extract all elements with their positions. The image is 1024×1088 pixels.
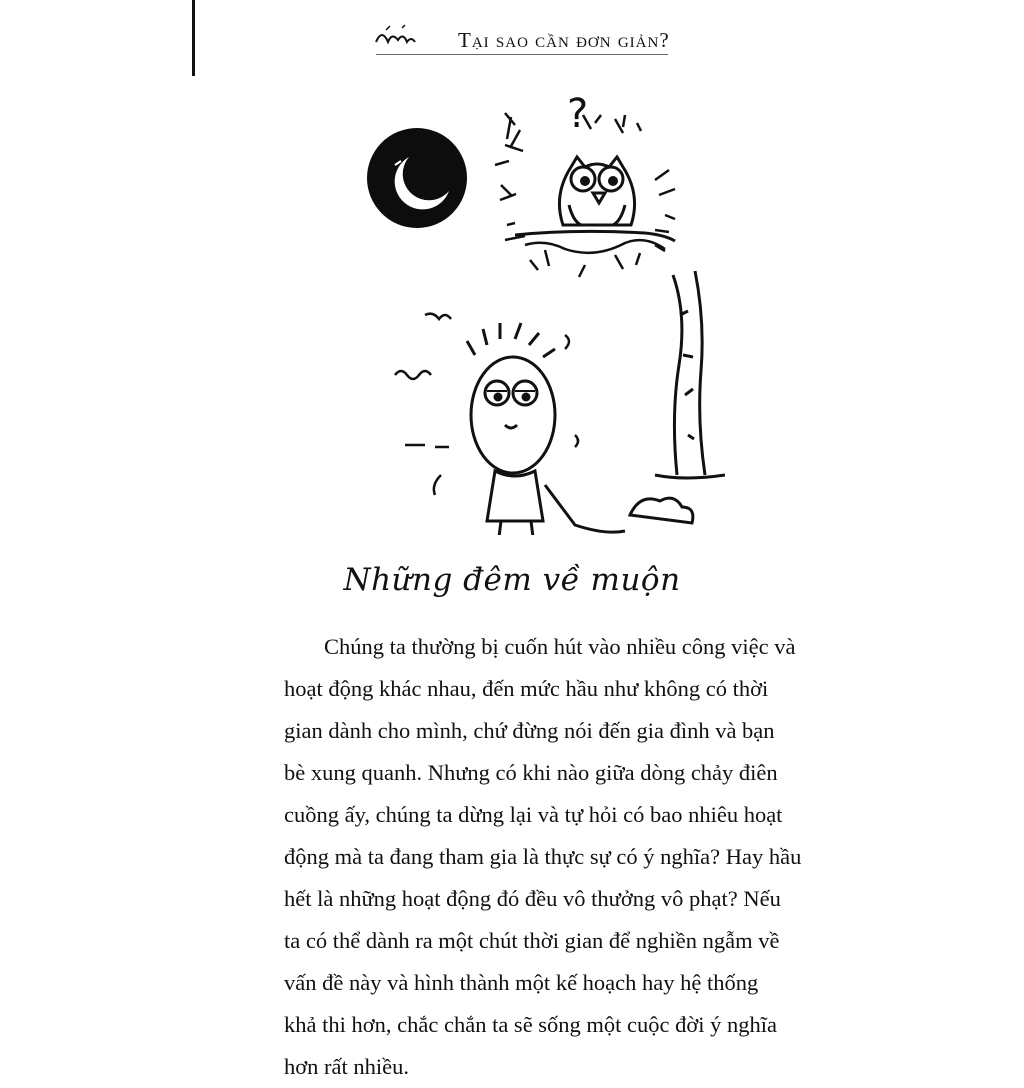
paragraph-line: hoạt động khác nhau, đến mức hầu như không có thời <box>284 676 769 701</box>
owl-boy-illustration <box>355 75 725 535</box>
header-rule <box>376 54 668 55</box>
paragraph-line: ta có thể dành ra một chút thời gian để nghiền ngẫm về <box>284 928 780 953</box>
question-mark: ? <box>567 91 589 137</box>
body-paragraph <box>284 626 804 1088</box>
running-header <box>372 10 672 58</box>
bush <box>630 498 693 523</box>
header-title: Tại sao cần đơn giản? <box>458 28 670 52</box>
paragraph-line: bè xung quanh. Nhưng có khi nào giữa dòng chảy điên <box>284 760 778 785</box>
paragraph-line: vấn đề này và hình thành một kế hoạch hay hệ thống <box>284 970 759 995</box>
moon-icon <box>367 128 467 228</box>
header-ornament-icon <box>372 22 432 52</box>
paragraph-line: khả thi hơn, chắc chắn ta sẽ sống một cuộc đời ý nghĩa <box>284 1012 778 1037</box>
boy-icon <box>467 323 625 535</box>
chapter-title: Những đêm về muộn <box>343 562 681 598</box>
paragraph-line: cuồng ấy, chúng ta dừng lại và tự hỏi có bao nhiêu hoạt <box>284 802 783 827</box>
owl-icon <box>559 157 634 225</box>
paragraph-line: gian dành cho mình, chứ đừng nói đến gia đình và bạn <box>284 718 775 743</box>
tree-branch <box>515 231 675 241</box>
tree-trunk <box>655 271 725 478</box>
paragraph-line: Chúng ta thường bị cuốn hút vào nhiều công việc và <box>324 634 796 659</box>
paragraph-line: hết là những hoạt động đó đều vô thưởng vô phạt? Nếu <box>284 886 781 911</box>
paragraph-line: động mà ta đang tham gia là thực sự có ý nghĩa? Hay hầu <box>284 844 802 869</box>
paragraph-line: hơn rất nhiều. <box>284 1054 409 1079</box>
page-spine-line <box>192 0 195 76</box>
